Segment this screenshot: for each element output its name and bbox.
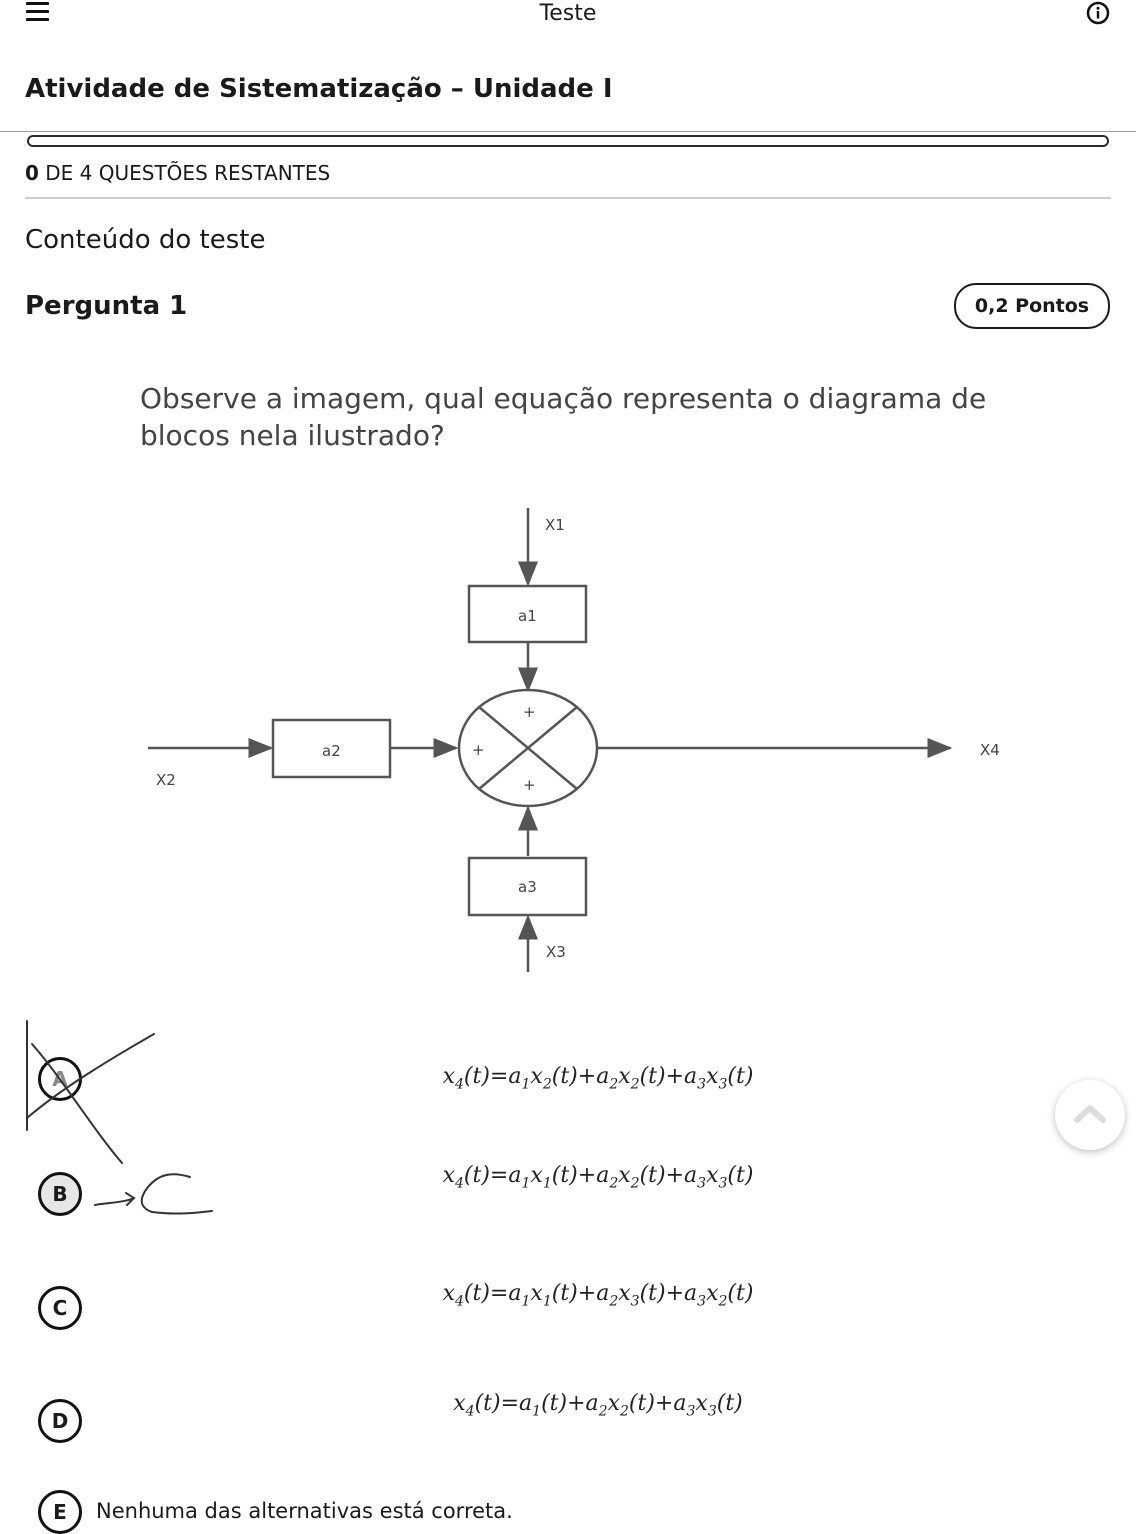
answer-option-e[interactable]: [38, 1490, 1078, 1530]
question-title: Pergunta 1: [25, 291, 188, 321]
sum-sign-left: +: [472, 741, 485, 759]
questions-remaining-text: DE 4 QUESTÕES RESTANTES: [38, 161, 331, 185]
answer-option-d[interactable]: [38, 1391, 1078, 1469]
option-letter: C: [38, 1286, 82, 1330]
app-title: Teste: [539, 1, 597, 26]
option-equation: $x_4(t)=a_1x_2(t)+a_2x_2(t)+a_3x_3(t)$: [442, 1064, 754, 1093]
block-diagram: [130, 500, 1030, 980]
answer-option-c[interactable]: [38, 1281, 1078, 1356]
option-text: Nenhuma das alternativas está correta.: [96, 1499, 513, 1523]
section-title: Conteúdo do teste: [25, 225, 266, 255]
info-icon[interactable]: [1086, 1, 1110, 25]
option-letter: D: [38, 1399, 82, 1443]
option-equation: $x_4(t)=a_1(t)+a_2x_2(t)+a_3x_3(t)$: [453, 1391, 743, 1420]
option-letter: E: [38, 1490, 82, 1534]
diagram-block-a1: a1: [518, 607, 537, 625]
top-bar: [0, 0, 1136, 30]
question-prompt: Observe a imagem, qual equação representa o diagrama de blocos nela ilustrado?: [140, 382, 987, 452]
points-badge: 0,2 Pontos: [954, 283, 1110, 329]
chevron-up-icon: [1055, 1080, 1125, 1150]
sum-sign-bottom: +: [523, 776, 536, 794]
answer-option-a[interactable]: [38, 1057, 1078, 1127]
sum-sign-top: +: [523, 703, 536, 721]
header-divider: [0, 131, 1136, 132]
diagram-block-a3: a3: [518, 878, 537, 896]
option-letter: A: [38, 1057, 82, 1101]
option-equation: $x_4(t)=a_1x_1(t)+a_2x_2(t)+a_3x_3(t)$: [442, 1163, 754, 1192]
diagram-input-x3: X3: [546, 943, 566, 961]
option-equation: $x_4(t)=a_1x_1(t)+a_2x_3(t)+a_3x_2(t)$: [442, 1281, 754, 1310]
progress-bar: [27, 135, 1109, 147]
questions-remaining-count: 0: [25, 161, 39, 185]
page-title: Atividade de Sistematização – Unidade I: [25, 74, 613, 104]
diagram-block-a2: a2: [322, 742, 341, 760]
diagram-output-x4: X4: [980, 741, 1000, 759]
answer-option-b[interactable]: [38, 1163, 1078, 1242]
diagram-input-x2: X2: [156, 771, 176, 789]
questions-remaining: [25, 160, 330, 186]
diagram-input-x1: X1: [545, 516, 565, 534]
scroll-to-top-button[interactable]: [1055, 1080, 1125, 1150]
option-letter: B: [38, 1172, 82, 1216]
section-divider: [25, 197, 1111, 199]
